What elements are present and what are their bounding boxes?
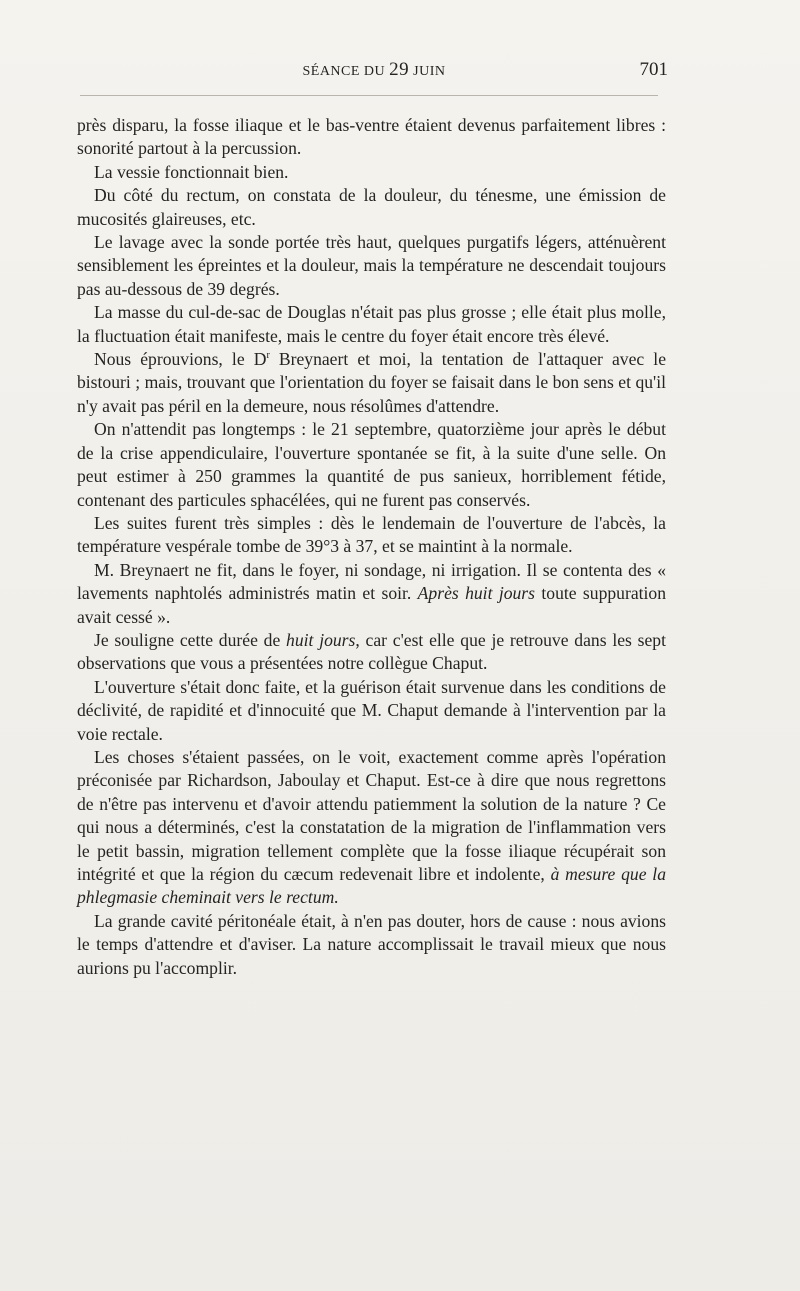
running-head-month: JUIN	[409, 64, 446, 79]
paragraph: près disparu, la fosse iliaque et le bas-ventre étaient devenus parfaitement libres : sonorité partout à la percussion.	[77, 115, 666, 159]
paragraph: On n'attendit pas longtemps : le 21 septembre, quatorzième jour après le début de la crise appendiculaire, l'ouverture spontanée se fit, à la suite d'une selle. On peut estimer à 250 grammes la quantité de pus sanieux, horriblement fétide, contenant des particules sphacélées, qui ne furent pas conservés.	[77, 419, 666, 510]
running-head-day: 29	[389, 59, 410, 80]
running-head-prefix: SÉANCE DU	[302, 64, 390, 79]
paragraph	[77, 629, 666, 676]
page-number: 701	[639, 59, 668, 80]
paragraph: La grande cavité péritonéale était, à n'en pas douter, hors de cause : nous avions le temps d'attendre et d'aviser. La nature accomplissait le travail mieux que nous aurions pu l'accomplir.	[77, 910, 666, 978]
paragraph	[77, 348, 666, 418]
body-text	[77, 114, 666, 980]
text-run: Nous éprouvions, le D	[94, 349, 267, 370]
header-rule	[80, 95, 658, 96]
running-head	[80, 58, 668, 84]
paragraph: La vessie fonctionnait bien.	[94, 161, 289, 182]
paragraph: Du côté du rectum, on constata de la douleur, du ténesme, une émission de mucosités glaireuses, etc.	[77, 185, 666, 229]
paragraph: L'ouverture s'était donc faite, et la guérison était survenue dans les conditions de déclivité, de rapidité et d'innocuité que M. Chaput demande à l'intervention par la voie rectale.	[77, 676, 666, 744]
text-run: Je souligne cette durée de	[94, 629, 287, 650]
italic-text: huit jours	[286, 629, 356, 650]
italic-text: à mesure que la phlegmasie cheminait vers le rectum.	[77, 864, 666, 908]
text-run: , car c'est elle que je retrouve dans les sept observations que vous a présentées notre collègue Chaput.	[77, 629, 666, 674]
page-header	[80, 58, 668, 82]
superscript: r	[266, 350, 270, 362]
paragraph	[77, 559, 666, 629]
italic-text: Après huit jours	[417, 583, 536, 604]
paragraph: Les suites furent très simples : dès le lendemain de l'ouverture de l'abcès, la température vespérale tombe de 39°3 à 37, et se maintint à la normale.	[77, 512, 666, 557]
paragraph: La masse du cul-de-sac de Douglas n'était pas plus grosse ; elle était plus molle, la fluctuation était manifeste, mais le centre du foyer était encore très élevé.	[77, 302, 666, 346]
text-run: M. Breynaert ne fit, dans le foyer, ni sondage, ni irrigation. Il se contenta des « lavements naphtolés administrés matin et soir.	[77, 559, 666, 604]
text-run: Breynaert et moi, la tentation de l'attaquer avec le bistouri ; mais, trouvant que l'orientation du foyer se faisait dans le bon sens et qu'il n'y avait pas péril en la demeure, nous résolûmes d'attendre.	[77, 349, 666, 416]
paragraph: Le lavage avec la sonde portée très haut, quelques purgatifs légers, atténuèrent sensiblement les épreintes et la douleur, mais la température ne descendait toujours pas au-dessous de 39 degrés.	[77, 232, 666, 299]
text-run: Les choses s'étaient passées, on le voit, exactement comme après l'opération préconisée par Richardson, Jaboulay et Chaput. Est-ce à dire que nous regrettons de n'être pas intervenu et d'avoir attendu patiemment la solution de la nature ? Ce qui nous a déterminés, c'est la constatation de la migration de l'inflammation vers le petit bassin, migration tellement complète que la fosse iliaque récupérait son intégrité et que la région du cæcum redevenait libre et indolente,	[77, 746, 666, 884]
text-run: toute suppuration avait cessé ».	[77, 583, 667, 627]
paragraph	[77, 746, 666, 910]
